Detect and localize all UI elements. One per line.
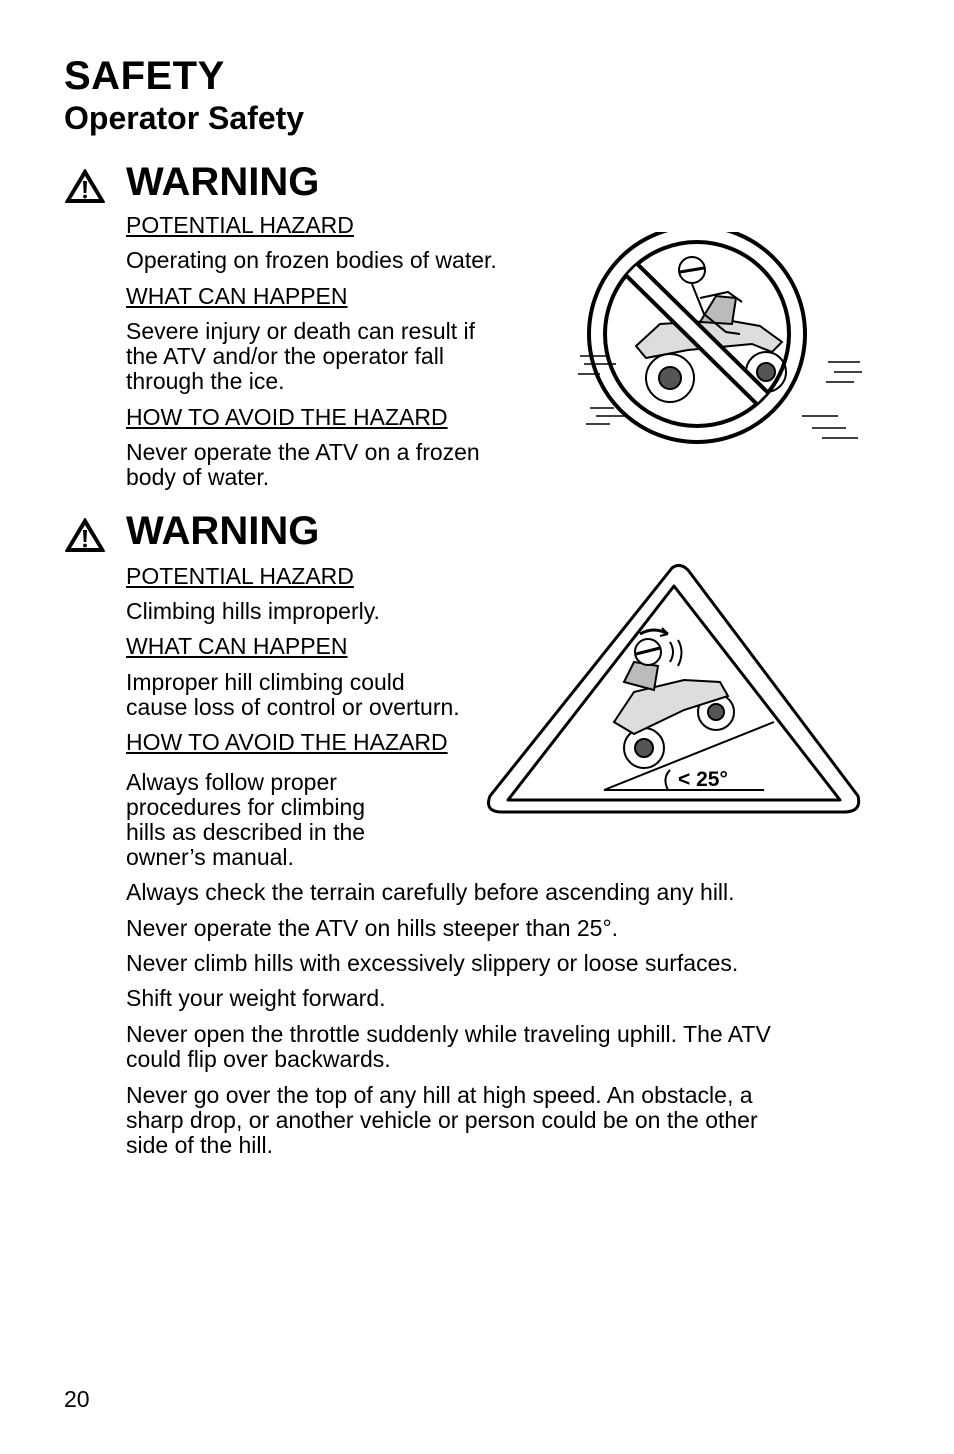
instruction-line: Never open the throttle suddenly while traveling uphill. The ATV <box>126 1021 771 1047</box>
instruction-line: side of the hill. <box>126 1132 274 1158</box>
angle-label: < 25° <box>678 768 728 791</box>
w1-what-can-happen-line: through the ice. <box>126 368 285 394</box>
w1-what-can-happen-label: WHAT CAN HAPPEN <box>126 283 348 309</box>
warning-1-title: WARNING <box>126 160 320 204</box>
w1-how-to-avoid-line: Never operate the ATV on a frozen <box>126 439 480 465</box>
w1-how-to-avoid-label: HOW TO AVOID THE HAZARD <box>126 404 448 430</box>
hill-climb-limit-icon <box>484 562 862 818</box>
w2-how-to-avoid-line: Always follow proper <box>126 769 337 795</box>
instruction-line: Never operate the ATV on hills steeper than 25°. <box>126 915 619 941</box>
w2-what-can-happen-label: WHAT CAN HAPPEN <box>126 633 348 659</box>
section-subtitle: Operator Safety <box>64 100 305 136</box>
instruction-line: Never go over the top of any hill at high speed. An obstacle, a <box>126 1082 753 1108</box>
w1-how-to-avoid-line: body of water. <box>126 464 270 490</box>
instruction-line: Always check the terrain carefully before ascending any hill. <box>126 879 735 905</box>
no-atv-on-ice-icon <box>576 232 866 458</box>
page-number: 20 <box>64 1386 90 1412</box>
warning-triangle-icon <box>64 517 106 553</box>
w2-what-can-happen-line: cause loss of control or overturn. <box>126 694 460 720</box>
w1-what-can-happen-line: the ATV and/or the operator fall <box>126 343 444 369</box>
instruction-line: could flip over backwards. <box>126 1046 391 1072</box>
w2-how-to-avoid-line: owner’s manual. <box>126 844 294 870</box>
warning-triangle-icon <box>64 168 106 204</box>
w1-what-can-happen-line: Severe injury or death can result if <box>126 318 476 344</box>
w2-how-to-avoid-line: procedures for climbing <box>126 794 366 820</box>
w2-how-to-avoid-label: HOW TO AVOID THE HAZARD <box>126 729 448 755</box>
w2-potential-hazard-label: POTENTIAL HAZARD <box>126 563 354 589</box>
w1-potential-hazard-label: POTENTIAL HAZARD <box>126 212 354 238</box>
w2-potential-hazard: Climbing hills improperly. <box>126 598 380 624</box>
instruction-line: Never climb hills with excessively slippery or loose surfaces. <box>126 950 739 976</box>
w2-how-to-avoid-line: hills as described in the <box>126 819 366 845</box>
warning-2-title: WARNING <box>126 509 320 553</box>
w2-what-can-happen-line: Improper hill climbing could <box>126 669 405 695</box>
instruction-line: sharp drop, or another vehicle or person could be on the other <box>126 1107 758 1133</box>
section-title: SAFETY <box>64 54 225 98</box>
instruction-line: Shift your weight forward. <box>126 985 386 1011</box>
w1-potential-hazard: Operating on frozen bodies of water. <box>126 247 497 273</box>
